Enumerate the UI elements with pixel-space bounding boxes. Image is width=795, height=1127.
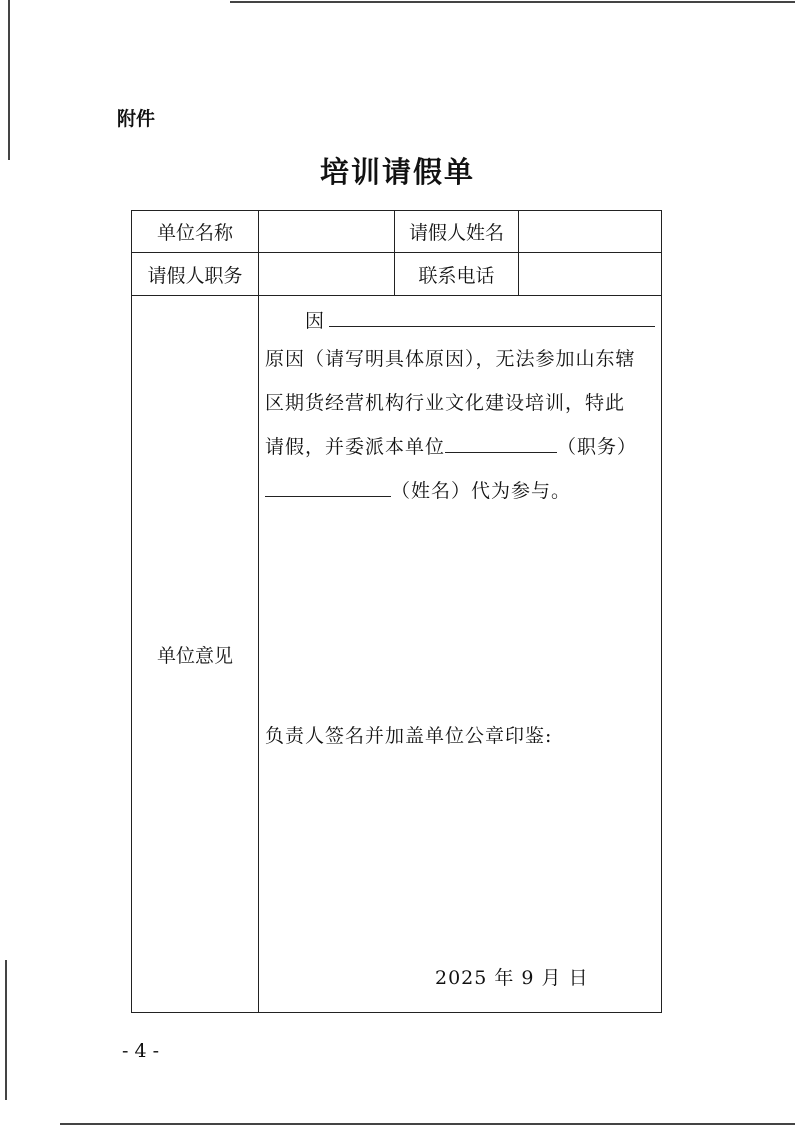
table-row (132, 253, 662, 296)
reason-prefix: 因 (305, 310, 326, 332)
applicant-name-field[interactable] (519, 211, 662, 253)
name-suffix: （姓名）代为参与。 (391, 480, 572, 502)
page-title: 培训请假单 (319, 155, 475, 189)
contact-phone-field[interactable] (519, 253, 662, 296)
table-row (132, 211, 662, 253)
body-line-2: 原因（请写明具体原因），无法参加山东辖 (265, 348, 636, 370)
applicant-position-label: 请假人职务 (132, 253, 259, 296)
delegate-name-blank[interactable] (265, 478, 391, 497)
date-line: 2025 年 9 月 日 (435, 967, 589, 989)
position-suffix: （职务） (557, 436, 638, 458)
leave-form-table (131, 210, 662, 1013)
applicant-name-label: 请假人姓名 (395, 211, 519, 253)
unit-name-label: 单位名称 (132, 211, 259, 253)
applicant-position-field[interactable] (259, 253, 395, 296)
scan-edge-top (230, 1, 795, 3)
delegate-position-blank[interactable] (445, 434, 557, 453)
unit-opinion-content[interactable] (259, 296, 662, 1013)
scan-edge-bottom (60, 1123, 795, 1125)
unit-opinion-label: 单位意见 (132, 296, 259, 1013)
unit-name-field[interactable] (259, 211, 395, 253)
scan-edge-left (8, 0, 10, 160)
delegate-name-line (265, 469, 655, 513)
table-row (132, 296, 662, 1013)
signature-prompt: 负责人签名并加盖单位公章印鉴: (265, 725, 553, 747)
delegate-prefix: 请假，并委派本单位 (265, 436, 446, 458)
page-number: - 4 - (122, 1040, 160, 1062)
attachment-label: 附件 (117, 108, 156, 130)
reason-blank[interactable] (329, 308, 655, 327)
body-line-3: 区期货经营机构行业文化建设培训，特此 (265, 392, 626, 414)
scan-edge-left-lower (5, 960, 7, 1100)
delegate-position-line (265, 425, 655, 469)
contact-phone-label: 联系电话 (395, 253, 519, 296)
